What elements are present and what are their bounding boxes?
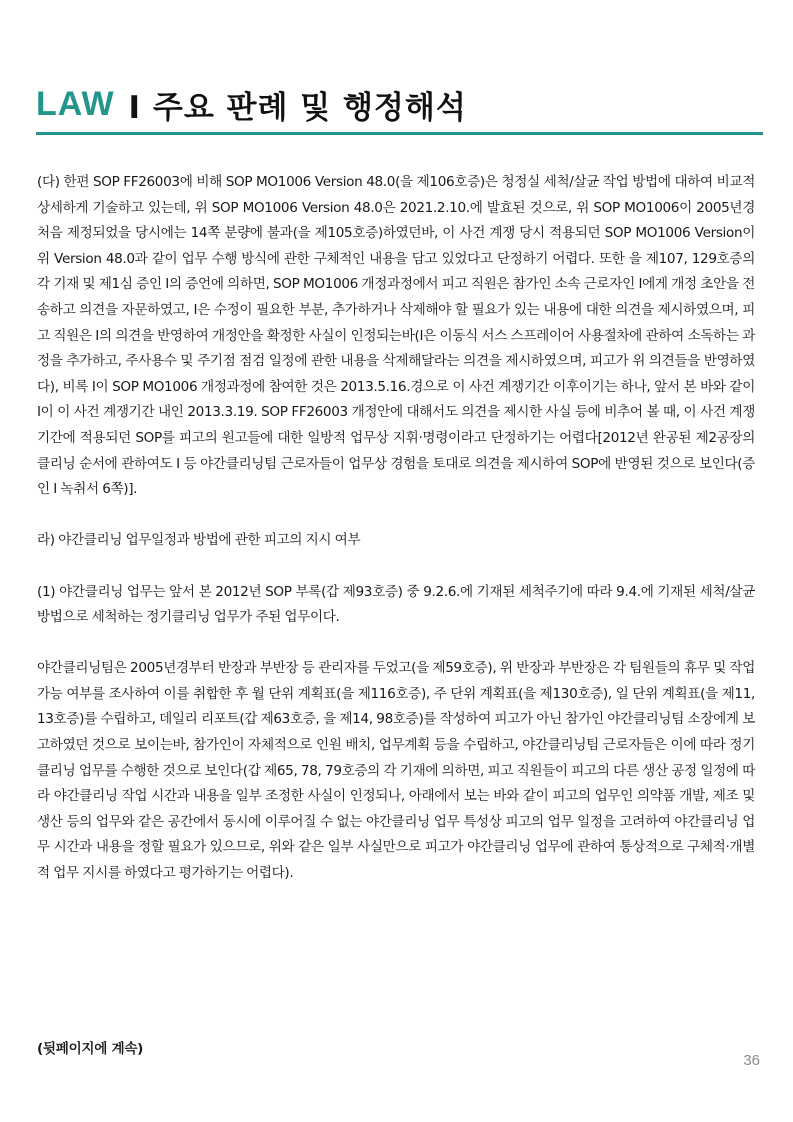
page-header	[36, 82, 763, 130]
page-number: 36	[743, 1052, 760, 1069]
header-divider	[36, 132, 763, 135]
paragraph-night-cleaning-team: 야간클리닝팀은 2005년경부터 반장과 부반장 등 관리자를 두었고(을 제59호증), 위 반장과 부반장은 각 팀원들의 휴무 및 작업 가능 여부를 조사하여 이를 취합한 후 월 단위 계획표(을 제116호증), 주 단위 계획표(을 제130호증), 일 단위 계획표(을 제11, 13호증)를 수립하고, 데일리 리포트(갑 제63호증, 을 제14, 98호증)를 작성하여 피고가 아닌 참가인 야간클리닝팀 소장에게 보고하였던 것으로 보이는바, 참가인이 자체적으로 인원 배치, 업무계획 등을 수립하고, 야간클리닝팀 근로자들은 이에 따라 정기클리닝 업무를 수행한 것으로 보인다(갑 제65, 78, 79호증의 각 기재에 의하면, 피고 직원들이 피고의 다른 생산 공정 일정에 따라 야간클리닝 작업 시간과 내용을 일부 조정한 사실이 인정되나, 아래에서 보는 바와 같이 피고의 업무인 의약품 개발, 제조 및 생산 등의 업무와 같은 공간에서 동시에 이루어질 수 없는 야간클리닝 업무 특성상 피고의 업무 일정을 고려하여 야간클리닝 업무 시간과 내용을 정할 필요가 있으므로, 위와 같은 일부 사실만으로 피고가 야간클리닝 업무에 관하여 통상적으로 구체적·개별적 업무 지시를 하였다고 평가하기는 어렵다).	[37, 660, 755, 882]
document-body	[37, 170, 755, 887]
continued-note: (뒷페이지에 계속)	[37, 1041, 144, 1057]
paragraph-night-cleaning-duty: (1) 야간클리닝 업무는 앞서 본 2012년 SOP 부록(갑 제93호증) 중 9.2.6.에 기재된 세척주기에 따라 9.4.에 기재된 세척/살균 방법으로 세척하는 정기클리닝 업무가 주된 업무이다.	[37, 583, 755, 626]
paragraph-sop-review: (다) 한편 SOP FF26003에 비해 SOP MO1006 Version 48.0(을 제106호증)은 청정실 세척/살균 작업 방법에 대하여 비교적 상세하게 기술하고 있는데, 위 SOP MO1006 Version 48.0은 2021.2.10.에 발효된 것으로, 위 SOP MO1006이 2005년경 처음 제정되었을 당시에는 14쪽 분량에 불과(을 제105호증)하였던바, 이 사건 계쟁 당시 적용되던 SOP MO1006 Version이 위 Version 48.0과 같이 업무 수행 방식에 관한 구체적인 내용을 담고 있었다고 단정하기 어렵다. 또한 을 제107, 129호증의 각 기재 및 제1심 증인 I의 증언에 의하면, SOP MO1006 개정과정에서 피고 직원은 참가인 소속 근로자인 I에게 개정 초안을 전송하고 의견을 자문하였고, I은 수정이 필요한 부분, 추가하거나 삭제해야 할 필요가 있는 내용에 대한 의견을 제시하였으며, 피고 직원은 I의 의견을 반영하여 개정안을 확정한 사실이 인정되는바(I은 이동식 서스 스프레이어 사용절차에 관하여 소독하는 과정을 추가하고, 주사용수 및 주기점 점검 일정에 관한 내용을 삭제해달라는 의견을 제시하였으며, 피고가 위 의견들을 반영하였다), 비록 I이 SOP MO1006 개정과정에 참여한 것은 2013.5.16.경으로 이 사건 계쟁기간 이후이기는 하나, 앞서 본 바와 같이 I이 이 사건 계쟁기간 내인 2013.3.19. SOP FF26003 개정안에 대해서도 의견을 제시한 사실 등에 비추어 볼 때, 이 사건 계쟁기간에 적용되던 SOP를 피고의 원고들에 대한 일방적 업무상 지휘·명령이라고 단정하기는 어렵다[2012년 완공된 제2공장의 클리닝 순서에 관하여도 I 등 야간클리닝팀 근로자들이 업무상 경험을 토대로 의견을 제시하여 SOP에 반영된 것으로 보인다(증인 I 녹취서 6쪽)].	[37, 174, 755, 498]
section-label: LAW	[36, 85, 115, 123]
page-title: I 주요 판례 및 행정해석	[128, 90, 467, 126]
subsection-heading: 라) 야간클리닝 업무일정과 방법에 관한 피고의 지시 여부	[37, 532, 361, 549]
